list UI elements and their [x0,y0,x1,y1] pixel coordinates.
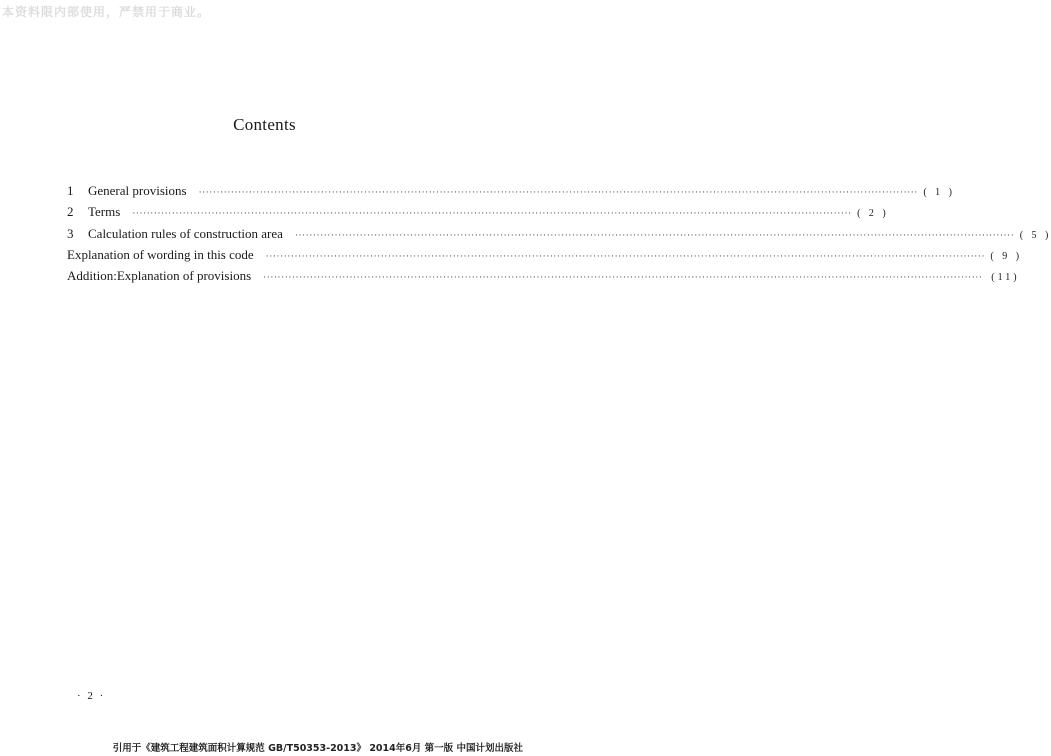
toc-entry-page: ( 5 ) [1019,229,1051,241]
toc-dot-leader: ········································································································································································································ [132,208,852,219]
source-footer: 引用于《建筑工程建筑面积计算规范 GB/T50353-2013》 2014年6月 第一版 中国计划出版社 [112,743,523,754]
toc-dot-leader: ········································································································································································································ [263,272,983,283]
table-of-contents [67,180,1051,286]
toc-entry-addition-explanation[interactable] [67,265,1020,286]
toc-entry-title: Addition:Explanation of provisions [67,268,252,284]
toc-dot-leader: ········································································································································································································ [198,187,918,197]
toc-entry-calculation-rules[interactable] [67,223,1051,244]
toc-entry-title: General provisions [88,183,187,198]
toc-entry-terms[interactable] [67,201,889,222]
toc-entry-title: Terms [88,204,121,220]
toc-entry-number: 1 [67,183,74,198]
toc-entry-page: ( 2 ) [857,208,889,220]
toc-entry-number: 2 [67,204,74,220]
toc-entry-title: Calculation rules of construction area [88,225,283,241]
toc-entry-explanation-of-wording[interactable] [67,244,1023,265]
toc-entry-number: 3 [67,225,74,241]
watermark-text: 本资料限内部使用，严禁用于商业。 [2,5,211,19]
toc-entry-general-provisions[interactable] [67,180,955,201]
page-title: Contents [233,115,296,134]
toc-dot-leader: ········································································································································································································ [265,250,986,261]
toc-entry-title: Explanation of wording in this code [67,246,254,262]
toc-dot-leader: ········································································································································································································ [294,229,1015,240]
toc-entry-page: ( 9 ) [990,250,1023,262]
toc-entry-page: (11) [991,272,1020,284]
toc-entry-page: ( 1 ) [923,187,955,198]
page-number: · 2 · [77,690,106,702]
